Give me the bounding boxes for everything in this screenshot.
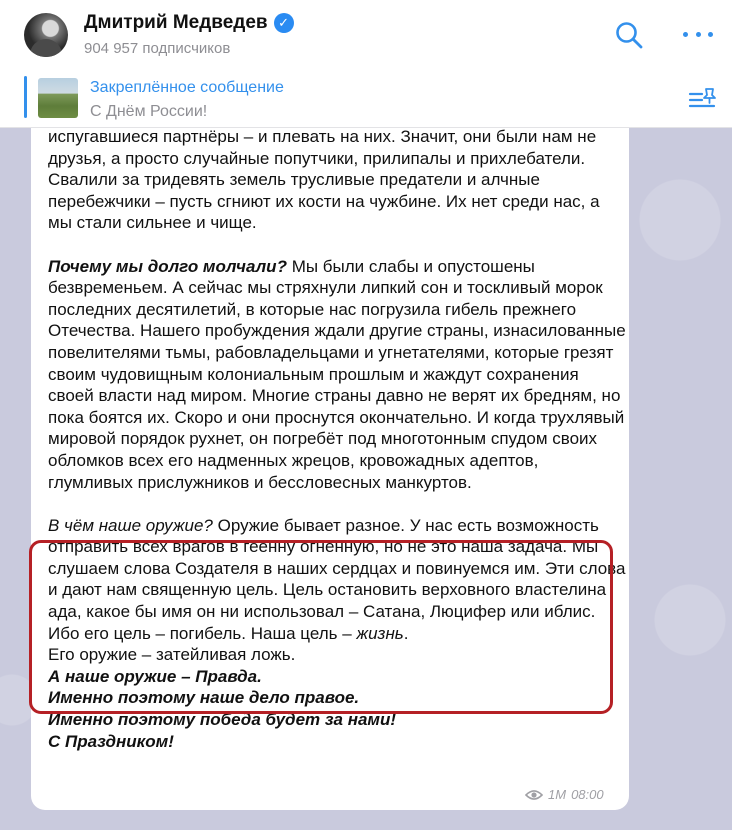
paragraph-body: Мы были слабы и опустошены безвременьем. А сейчас мы стряхнули липкий сон и тоскливый морок последних десятилетий, в которые нас погрузила гибель прежнего Отечества. Нашего пробуждения ждали другие страны, изнасилованные повелителями тьмы, рабовладельцами и угнетателями, которые грезят своим чудовищным колониальным прошлым и жаждут сохранения своей власти над миром. Многие страны давно не верят их бредням, но пока боятся их. Скоро и они проснутся окончательно. И когда трухлявый мировой порядок рухнет, он погребёт под многотонным спудом своих обломков всех его надменных жрецов, кровожадных адептов, глумливых прислужников и бессловесных манкуртов. (48, 256, 626, 492)
pinned-indicator (24, 76, 27, 118)
subscriber-count: 904 957 подписчиков (84, 40, 231, 57)
pinned-preview: С Днём России! (90, 103, 208, 120)
bold-italic-lead: Почему мы долго молчали? (48, 256, 287, 276)
pinned-list-button[interactable] (688, 86, 718, 112)
search-button[interactable] (614, 20, 644, 50)
more-icon-dot (708, 32, 713, 37)
bold-italic-line: Именно поэтому победа будет за нами! (48, 710, 397, 730)
pinned-message-bar[interactable] (0, 70, 732, 128)
paragraph-body: Оружие бывает разное. У нас есть возможность отправить всех врагов в геенну огненную, но не это наша задача. Мы слушаем слова Создателя в наших сердцах и повинуемся им. Эти слова и дают нам священную цель. Цель остановить верховного властелина ада, какое бы имя он ни использовал – Сатана, Люцифер или иблис. Ибо его цель – погибель. Наша цель – (48, 515, 626, 643)
message-paragraph: Свалили за тридевять земель трусливые предатели и алчные перебежчики – пусть сгниют их кости на чужбине. Их нет среди нас, а мы стали сильнее и чище. (48, 170, 600, 233)
view-count: 1M (548, 787, 567, 802)
pinned-thumbnail (38, 78, 78, 118)
more-button[interactable] (683, 26, 713, 42)
search-icon (614, 20, 644, 50)
channel-header (0, 0, 732, 71)
eye-icon (525, 789, 543, 801)
highlight-frame (29, 540, 613, 714)
more-icon-dot (696, 32, 701, 37)
paragraph-end: . (403, 623, 409, 643)
message-paragraph (48, 731, 626, 753)
bold-italic-line: А наше оружие – Правда. (48, 666, 262, 686)
message-paragraph (48, 256, 626, 494)
message-paragraph: испугавшиеся партнёры – и плевать на них. Значит, они были нам не друзья, а просто случайные попутчики, прилипалы и прихлебатели. (48, 127, 597, 168)
message-time: 08:00 (571, 787, 604, 802)
pinned-list-icon (688, 86, 718, 112)
italic-lead: В чём наше оружие? (48, 515, 213, 535)
bold-italic-line: С Праздником! (48, 731, 174, 751)
verified-icon: ✓ (274, 13, 294, 33)
bold-italic-line: Именно поэтому наше дело правое. (48, 688, 360, 708)
channel-name-text: Дмитрий Медведев (84, 12, 268, 33)
more-icon-dot (683, 32, 688, 37)
message-paragraph: Его оружие – затейливая ложь. (48, 645, 296, 665)
message-meta (525, 787, 604, 802)
channel-title[interactable] (84, 12, 294, 34)
italic-emphasis: жизнь (356, 623, 404, 643)
channel-avatar[interactable] (24, 13, 68, 57)
pinned-title: Закреплённое сообщение (90, 79, 284, 96)
